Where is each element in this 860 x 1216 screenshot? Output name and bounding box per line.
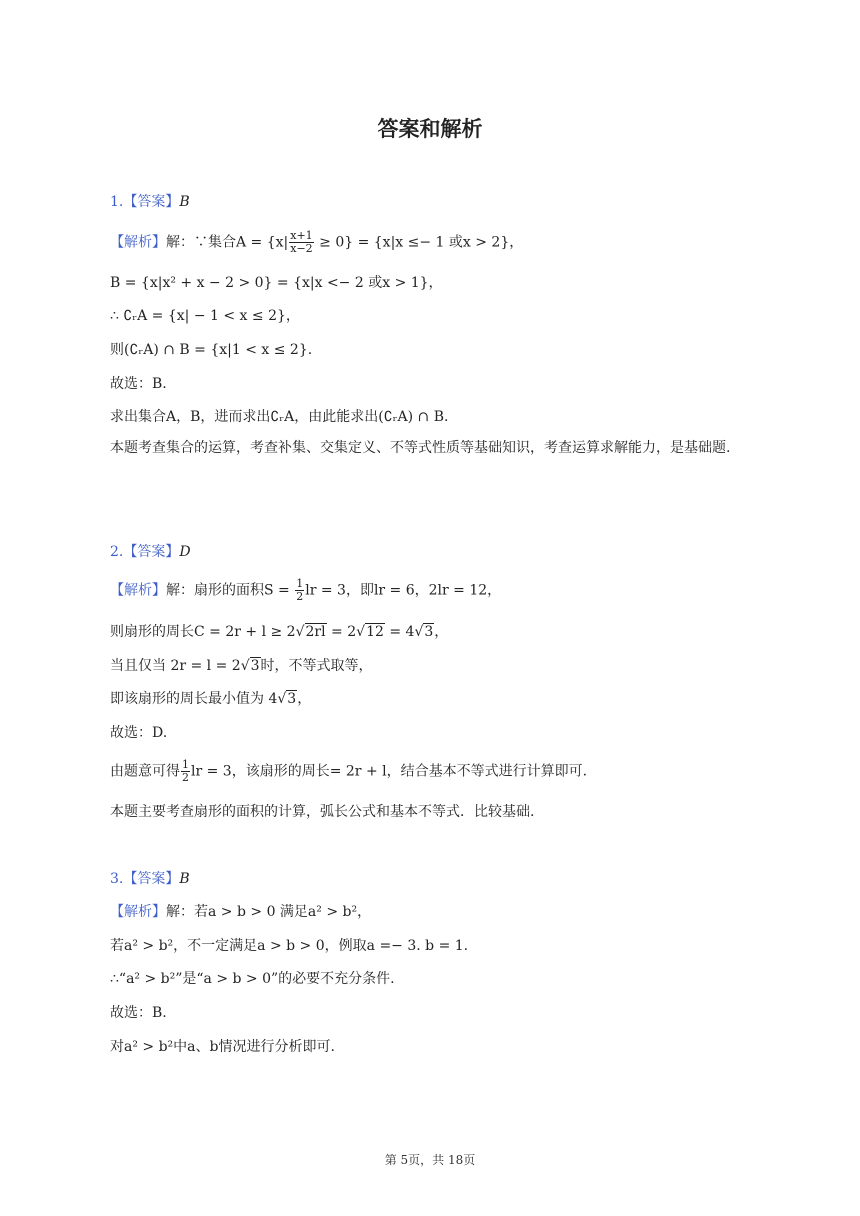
q2-l4-b: ， [297,691,312,707]
q3-answer: B [179,871,190,887]
q2-answer-tag: 【答案】 [123,544,180,560]
q2-number: 2. [110,544,124,560]
q1-analysis-line-6: 求出集合A，B，进而求出∁ᵣA，由此能求出(∁ᵣA) ∩ B. [110,409,449,425]
q2-l6-frac-den: 2 [182,771,189,784]
q2-l6-a: 由题意可得 [110,763,180,780]
q3-l1: 解：若a > b > 0 满足a² > b²， [166,904,372,920]
q3-analysis-line-2: 若a² > b²，不一定满足a > b > 0，例取a =− 3. b = 1. [110,938,469,954]
q2-l3-sqrt: 3 [250,658,260,674]
q2-l3-a: 当且仅当 2r = l = 2 [110,658,241,674]
q2-l2-b: = 2 [326,624,357,640]
q2-l2-c: = 4 [384,624,415,640]
q2-l2-sqrt-3: 3 [424,624,434,640]
q3-analysis-line-5: 对a² > b²中a、b情况进行分析即可. [110,1039,335,1055]
q1-analysis-line-5: 故选：B. [110,376,167,392]
q2-l2-a: 则扇形的周长C = 2r + l ≥ 2 [110,624,296,640]
q2-analysis-line-3: 当且仅当 2r = l = 2√3时，不等式取等， [110,658,373,674]
q1-answer-tag: 【答案】 [123,194,180,210]
q2-l1-a: S = [264,582,295,599]
q2-half-fraction [295,578,304,603]
q1-analysis-line-7: 本题考查集合的运算，考查补集、交集定义、不等式性质等基础知识，考查运算求解能力，是基础题. [110,440,731,456]
q1-answer: B [179,194,190,210]
q2-l4-sqrt: 3 [287,691,297,707]
q1-frac-den: x−2 [290,242,313,255]
q1-analysis-tag: 【解析】 [110,234,166,251]
q2-answer: D [179,544,191,560]
q1-l1-b: ≥ 0} = {x|x ≤− 1 或x > 2}， [314,234,524,251]
q1-frac-num: x+1 [290,229,313,242]
q2-analysis-line-1 [110,578,501,603]
q3-number: 3. [110,871,124,887]
q3-analysis-line-4: 故选：B. [110,1005,167,1021]
q2-l2-sqrt-1: 2rl [305,624,326,640]
q3-header [110,868,190,888]
q2-analysis-tag: 【解析】 [110,582,166,599]
page-title: 答案和解析 [377,117,483,141]
q2-l3-b: 时，不等式取等， [260,658,373,674]
q1-l1-prefix: 解：∵集合 [166,234,236,251]
q2-l1-b: lr = 3，即lr = 6，2lr = 12， [305,582,502,599]
q1-analysis-line-2: B = {x|x² + x − 2 > 0} = {x|x <− 2 或x > 1}， [110,275,443,291]
q2-analysis-line-4: 即该扇形的周长最小值为 4√3， [110,691,312,707]
q2-half-den: 2 [296,590,304,603]
q3-answer-tag: 【答案】 [123,871,180,887]
q1-header [110,191,190,211]
q2-l6-frac-num: 1 [182,758,189,771]
q2-analysis-line-5: 故选：D. [110,725,168,741]
q2-analysis-line-6 [110,759,587,784]
q1-analysis-line-3: ∴ ∁ᵣA = {x| − 1 < x ≤ 2}， [110,308,300,324]
q1-fraction [289,230,313,255]
q2-header [110,541,191,561]
q2-l1-prefix: 解：扇形的面积 [166,582,264,599]
q1-analysis-line-4: 则(∁ᵣA) ∩ B = {x|1 < x ≤ 2}. [110,342,313,358]
page-footer: 第 5页，共 18页 [384,1153,476,1167]
q3-analysis-line-1 [110,901,371,921]
q3-analysis-line-3: ∴“a² > b²”是“a > b > 0”的必要不充分条件. [110,971,395,987]
q2-l6-fraction [181,759,190,784]
q2-half-num: 1 [296,577,304,590]
q1-l1-a: A = {x| [236,234,289,251]
q3-analysis-tag: 【解析】 [110,904,166,920]
q2-analysis-line-2: 则扇形的周长C = 2r + l ≥ 2√2rl = 2√12 = 4√3， [110,624,449,640]
q1-analysis-line-1 [110,230,523,255]
q2-l2-d: ， [434,624,449,640]
q1-number: 1. [110,194,124,210]
q2-analysis-line-7: 本题主要考查扇形的面积的计算，弧长公式和基本不等式．比较基础. [110,804,535,820]
q2-l6-b: lr = 3，该扇形的周长= 2r + l，结合基本不等式进行计算即可. [191,763,588,780]
q2-l2-sqrt-2: 12 [366,624,384,640]
q2-l4-a: 即该扇形的周长最小值为 4 [110,691,278,707]
